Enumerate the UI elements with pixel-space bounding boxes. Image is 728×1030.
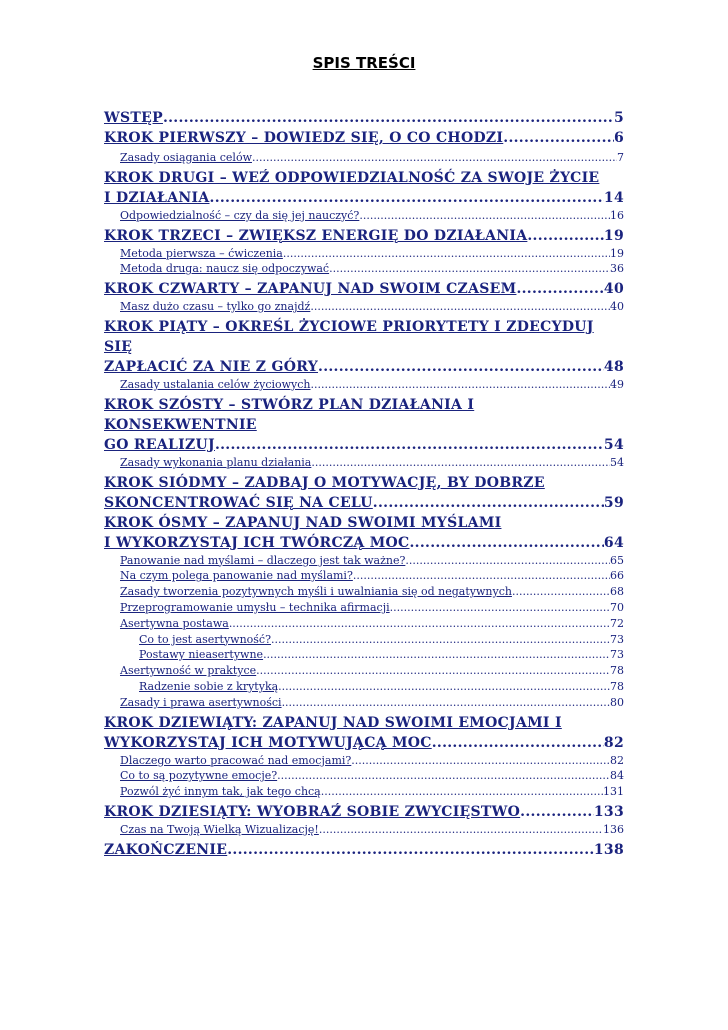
toc-entry-title: Radzenie sobie z krytyką <box>139 679 279 693</box>
toc-page-number: 6 <box>613 130 624 146</box>
dot-leader <box>503 128 614 148</box>
toc-entry-title-line: KROK DRUGI – WEŹ ODPOWIEDZIALNOŚĆ ZA SWOJE ŻYCIE <box>104 169 600 186</box>
toc-entry[interactable] <box>104 168 624 208</box>
toc-entry-title: Zasady ustalania celów życiowych <box>120 377 311 391</box>
toc-entry[interactable] <box>104 840 624 860</box>
toc-entry[interactable] <box>104 226 624 246</box>
toc-page-number: 68 <box>610 585 624 599</box>
dot-leader <box>252 150 617 166</box>
dot-leader <box>210 188 604 208</box>
toc-page-number: 66 <box>610 569 624 583</box>
toc-entry[interactable] <box>104 600 624 616</box>
toc-entry[interactable] <box>104 663 624 679</box>
toc-entry-title: Metoda druga: naucz się odpoczywać <box>120 262 330 276</box>
toc-entry[interactable] <box>104 108 624 128</box>
toc-entry[interactable] <box>104 802 624 822</box>
toc-page-number: 131 <box>603 785 624 799</box>
toc-page-number: 73 <box>610 648 624 662</box>
toc-page-number: 72 <box>610 616 624 630</box>
toc-entry-title: Czas na Twoją Wielką Wizualizację! <box>120 822 319 836</box>
toc-page-number: 54 <box>610 455 624 469</box>
toc-entry[interactable] <box>104 128 624 148</box>
toc-entry-title-line: KROK ÓSMY – ZAPANUJ NAD SWOIMI MYŚLAMI <box>104 514 502 531</box>
toc-entry[interactable] <box>104 279 624 299</box>
dot-leader <box>229 616 610 632</box>
toc-entry[interactable] <box>104 632 624 648</box>
toc-entry-title: Metoda pierwsza – ćwiczenia <box>120 246 283 260</box>
toc-page-number: 19 <box>610 246 624 260</box>
dot-leader <box>278 679 610 695</box>
toc-entry-title: WYKORZYSTAJ ICH MOTYWUJĄCĄ MOC <box>104 734 432 751</box>
toc-entry[interactable] <box>104 713 624 753</box>
dot-leader <box>527 226 604 246</box>
table-of-contents <box>104 108 624 860</box>
toc-page-number: 82 <box>603 734 624 751</box>
toc-entry[interactable] <box>104 695 624 711</box>
toc-page-number: 16 <box>610 208 624 222</box>
dot-leader <box>373 493 604 513</box>
toc-entry-title: ZAPŁACIĆ ZA NIE Z GÓRY <box>104 358 319 375</box>
toc-entry[interactable] <box>104 647 624 663</box>
toc-page-number: 70 <box>610 600 624 614</box>
dot-leader <box>227 840 594 860</box>
toc-entry[interactable] <box>104 679 624 695</box>
toc-entry[interactable] <box>104 299 624 315</box>
dot-leader <box>277 768 610 784</box>
toc-page-number: 36 <box>610 262 624 276</box>
toc-entry[interactable] <box>104 317 624 377</box>
dot-leader <box>215 435 604 455</box>
toc-entry[interactable] <box>104 584 624 600</box>
toc-entry-title: SKONCENTROWAĆ SIĘ NA CELU <box>104 494 373 511</box>
toc-entry-title: Asertywność w praktyce <box>120 664 257 678</box>
dot-leader <box>283 246 610 262</box>
toc-entry[interactable] <box>104 150 624 166</box>
toc-entry-title: Zasady i prawa asertywności <box>120 695 282 709</box>
toc-entry[interactable] <box>104 246 624 262</box>
toc-entry[interactable] <box>104 822 624 838</box>
toc-entry-title: KROK DZIESIĄTY: WYOBRAŹ SOBIE ZWYCIĘSTWO <box>104 803 521 820</box>
toc-entry-title: Przeprogramowanie umysłu – technika afirmacji <box>120 600 390 614</box>
toc-entry[interactable] <box>104 377 624 393</box>
dot-leader <box>318 357 604 377</box>
toc-page-number: 82 <box>610 753 624 767</box>
toc-entry-title: Zasady tworzenia pozytywnych myśli i uwalniania się od negatywnych <box>120 585 512 599</box>
toc-page-number: 84 <box>610 769 624 783</box>
dot-leader <box>311 455 610 471</box>
toc-page-number: 40 <box>610 300 624 314</box>
toc-entry-title: Zasady wykonania planu działania <box>120 455 312 469</box>
toc-page-number: 138 <box>593 841 624 858</box>
dot-leader <box>256 663 610 679</box>
toc-entry-title: Postawy nieasertywne <box>139 648 264 662</box>
dot-leader <box>351 753 610 769</box>
toc-entry-title: I WYKORZYSTAJ ICH TWÓRCZĄ MOC <box>104 534 410 551</box>
toc-page-number: 54 <box>603 436 624 453</box>
toc-entry-title-line: KROK DZIEWIĄTY: ZAPANUJ NAD SWOIMI EMOCJAMI I <box>104 714 562 731</box>
toc-entry[interactable] <box>104 513 624 553</box>
toc-entry[interactable] <box>104 261 624 277</box>
toc-entry-title-line: KROK SZÓSTY – STWÓRZ PLAN DZIAŁANIA I KONSEKWENTNIE <box>104 396 475 433</box>
toc-page-number: 73 <box>610 632 624 646</box>
toc-entry-title: KROK TRZECI – ZWIĘKSZ ENERGIĘ DO DZIAŁANIA <box>104 227 528 244</box>
toc-page-number: 14 <box>603 189 624 206</box>
toc-page-number: 59 <box>603 494 624 511</box>
toc-entry-title: KROK CZWARTY – ZAPANUJ NAD SWOIM CZASEM <box>104 281 517 298</box>
toc-entry-title: I DZIAŁANIA <box>104 189 210 206</box>
dot-leader <box>319 822 603 838</box>
toc-entry-title-line: KROK SIÓDMY – ZADBAJ O MOTYWACJĘ, BY DOBRZE <box>104 474 545 491</box>
dot-leader <box>282 695 610 711</box>
toc-entry[interactable] <box>104 568 624 584</box>
toc-entry-title: Panowanie nad myślami – dlaczego jest tak ważne? <box>120 553 406 567</box>
toc-page-number: 133 <box>593 803 624 820</box>
toc-entry-title: Co to są pozytywne emocje? <box>120 769 278 783</box>
toc-page-number: 19 <box>603 227 624 244</box>
toc-entry[interactable] <box>104 395 624 455</box>
dot-leader <box>163 108 614 128</box>
toc-entry[interactable] <box>104 208 624 224</box>
dot-leader <box>311 377 610 393</box>
page-title: SPIS TREŚCI <box>312 54 416 72</box>
toc-entry[interactable] <box>104 616 624 632</box>
toc-entry-title: Asertywna postawa <box>120 616 229 630</box>
dot-leader <box>432 733 604 753</box>
toc-entry[interactable] <box>104 768 624 784</box>
dot-leader <box>321 784 603 800</box>
toc-page-number: 80 <box>610 695 624 709</box>
toc-entry-title: Pozwól żyć innym tak, jak tego chcą <box>120 785 321 799</box>
toc-entry[interactable] <box>104 784 624 800</box>
toc-entry-title: KROK PIERWSZY – DOWIEDZ SIĘ, O CO CHODZI <box>104 130 504 146</box>
dot-leader <box>512 584 610 600</box>
dot-leader <box>390 600 610 616</box>
toc-page-number: 48 <box>603 358 624 375</box>
dot-leader <box>329 261 610 277</box>
toc-entry-title: WSTĘP <box>104 110 163 126</box>
dot-leader <box>516 279 603 299</box>
dot-leader <box>271 632 610 648</box>
toc-page-number: 78 <box>610 664 624 678</box>
toc-entry-title: Na czym polega panowanie nad myślami? <box>120 569 353 583</box>
toc-entry-title: Dlaczego warto pracować nad emocjami? <box>120 753 352 767</box>
toc-page-number: 64 <box>603 534 624 551</box>
dot-leader <box>410 533 604 553</box>
toc-entry-title: Zasady osiągania celów <box>120 151 252 164</box>
toc-page-number: 5 <box>613 110 624 126</box>
toc-entry-title: Odpowiedzialność – czy da się jej nauczyć? <box>120 208 360 222</box>
dot-leader <box>359 208 610 224</box>
toc-page-number: 136 <box>603 822 624 836</box>
toc-entry[interactable] <box>104 455 624 471</box>
dot-leader <box>353 568 610 584</box>
toc-entry[interactable] <box>104 473 624 513</box>
toc-entry-title: GO REALIZUJ <box>104 436 215 453</box>
dot-leader <box>405 553 610 569</box>
dot-leader <box>520 802 594 822</box>
toc-page-number: 49 <box>610 377 624 391</box>
toc-page-number: 65 <box>610 553 624 567</box>
toc-entry[interactable] <box>104 553 624 569</box>
toc-entry-title-line: KROK PIĄTY – OKREŚL ŻYCIOWE PRIORYTETY I ZDECYDUJ SIĘ <box>104 318 594 355</box>
toc-page-number: 78 <box>610 679 624 693</box>
toc-entry-title: Co to jest asertywność? <box>139 632 271 646</box>
toc-page-number: 40 <box>603 281 624 298</box>
toc-entry-title: ZAKOŃCZENIE <box>104 841 228 858</box>
toc-page-number: 7 <box>617 151 624 164</box>
toc-entry[interactable] <box>104 753 624 769</box>
dot-leader <box>310 299 610 315</box>
toc-entry-title: Masz dużo czasu – tylko go znajdź <box>120 300 311 314</box>
dot-leader <box>263 647 610 663</box>
